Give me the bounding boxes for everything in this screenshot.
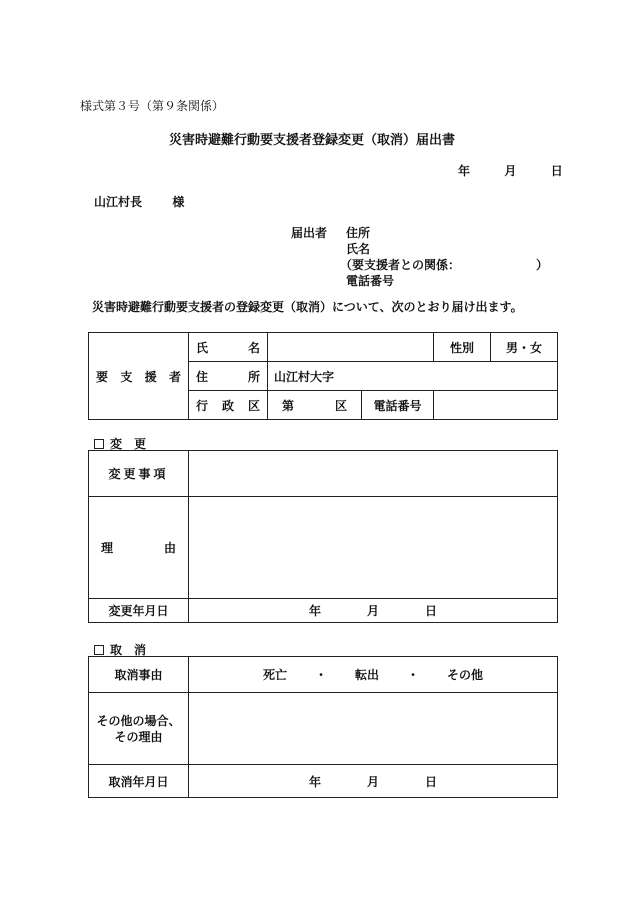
cancel-date-month: 月 <box>366 774 379 789</box>
cancel-reason-options[interactable] <box>189 657 558 693</box>
reason-label-char: 理 <box>101 541 114 555</box>
cancel-other-label <box>89 693 189 765</box>
cancel-reason-separator: ・ <box>407 668 420 682</box>
intro-text: 災害時避難行動要支援者の登録変更（取消）について、次のとおり届け出ます。 <box>80 300 523 314</box>
district-value-char: 第 <box>282 398 295 413</box>
addressee-honorific: 様 <box>172 195 185 209</box>
cancel-reason-separator: ・ <box>314 668 327 682</box>
district-label-char: 区 <box>247 398 260 413</box>
date-header-month: 月 <box>504 164 517 178</box>
person-header-char: 援 <box>144 369 157 384</box>
date-header-day: 日 <box>550 164 563 178</box>
applicant-address-label: 住所 <box>346 226 371 240</box>
cancel-other-value[interactable] <box>189 693 558 765</box>
gender-label: 性別 <box>434 333 491 362</box>
address-label-char: 所 <box>247 369 260 384</box>
person-table <box>88 332 558 420</box>
address-prefix: 山江村大字 <box>274 369 335 384</box>
cancel-reason-label: 取消事由 <box>89 657 189 693</box>
applicant-name-label: 氏名 <box>346 242 371 256</box>
name-label-char: 氏 <box>196 340 209 355</box>
cancel-reason-death[interactable]: 死亡 <box>262 668 287 682</box>
name-label-char: 名 <box>247 340 260 355</box>
cancel-date-label: 取消年月日 <box>89 765 189 798</box>
change-item-value[interactable] <box>189 451 558 497</box>
cancel-reason-moved[interactable]: 転出 <box>354 668 379 682</box>
document-title: 災害時避難行動要支援者登録変更（取消）届出書 <box>169 133 456 148</box>
phone-value[interactable] <box>434 391 558 420</box>
district-label <box>189 391 268 420</box>
change-reason-value[interactable] <box>189 497 558 599</box>
change-date-year: 年 <box>308 604 321 618</box>
change-table <box>88 450 558 623</box>
person-row-header <box>89 333 189 420</box>
district-value[interactable] <box>268 391 362 420</box>
district-label-char: 行 <box>196 398 209 413</box>
cancel-date-day: 日 <box>425 774 438 789</box>
name-label <box>189 333 268 362</box>
district-value-char: 区 <box>334 398 347 413</box>
change-reason-label <box>89 497 189 599</box>
applicant-relation-close: ） <box>536 258 549 272</box>
change-date-day: 日 <box>425 604 438 618</box>
applicant-label: 届出者 <box>291 226 328 240</box>
phone-label: 電話番号 <box>362 391 434 420</box>
cancel-table <box>88 656 558 798</box>
address-label <box>189 362 268 391</box>
cancel-other-label-line2: その理由 <box>114 729 163 744</box>
applicant-phone-label: 電話番号 <box>346 274 395 288</box>
change-date-value[interactable] <box>189 599 558 623</box>
cancel-reason-other[interactable]: その他 <box>447 668 484 682</box>
address-value[interactable] <box>268 362 558 391</box>
checkbox-icon <box>94 439 104 449</box>
reason-label-char: 由 <box>163 541 176 555</box>
person-header-char: 支 <box>120 369 133 384</box>
person-header-char: 者 <box>168 369 181 384</box>
checkbox-icon <box>94 645 104 655</box>
applicant-relation-open: （要支援者との関係： <box>340 258 461 272</box>
name-value[interactable] <box>268 333 434 362</box>
address-label-char: 住 <box>196 369 209 384</box>
cancel-other-label-line1: その他の場合、 <box>96 713 181 728</box>
date-header-year: 年 <box>458 164 471 178</box>
cancel-date-year: 年 <box>308 774 321 789</box>
change-date-label: 変更年月日 <box>89 599 189 623</box>
form-number: 様式第３号（第９条関係） <box>80 99 225 113</box>
addressee-name: 山江村長 <box>94 195 143 209</box>
change-date-month: 月 <box>366 604 379 618</box>
district-label-char: 政 <box>221 398 234 413</box>
change-checkbox-label: 変 更 <box>110 437 147 451</box>
person-header-char: 要 <box>96 369 109 384</box>
date-header <box>458 162 563 179</box>
gender-options[interactable]: 男・女 <box>491 333 558 362</box>
change-item-label: 変更事項 <box>89 451 189 497</box>
cancel-date-value[interactable] <box>189 765 558 798</box>
addressee <box>94 193 184 210</box>
cancel-checkbox-label: 取 消 <box>110 643 147 657</box>
